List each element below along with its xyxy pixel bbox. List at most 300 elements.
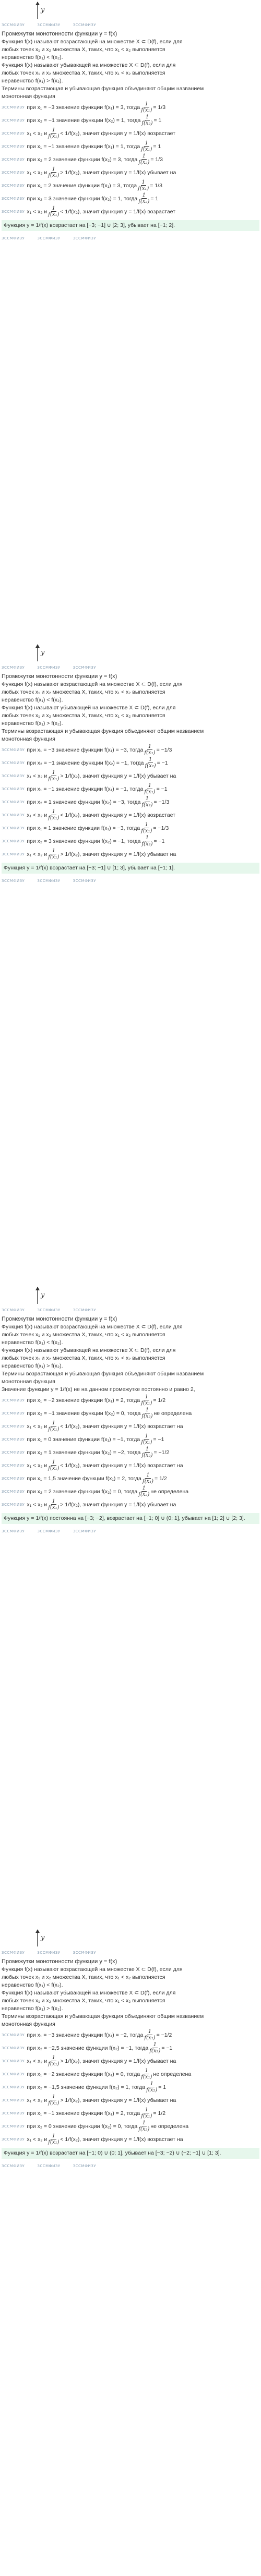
row-text: при x₂ = −1 значение функции f(x₂) = 1, тогда [27, 117, 141, 124]
computation-row [2, 153, 259, 166]
fraction [144, 783, 155, 795]
fraction [146, 2081, 157, 2093]
y-axis-graph [2, 1930, 259, 1948]
fraction-denominator: f(x₁) [48, 854, 60, 860]
fraction [48, 166, 59, 178]
row-text: при x₁ = 2 значение функции f(x₁) = 3, тогда [27, 182, 137, 189]
fraction-denominator: f(x₁) [48, 815, 60, 821]
computation-row [2, 2081, 259, 2094]
watermark: ЗССМФИЗУ [2, 852, 25, 856]
fraction-denominator: f(x₁) [144, 789, 156, 795]
fraction [48, 2133, 59, 2145]
definition-line: Функция f(x) называют убывающей на множестве X ⊂ D(f), если для [2, 1347, 176, 1353]
watermark: ЗССМФИЗУ [2, 1308, 25, 1312]
row-text: при x₂ = 2 значение функции f(x₂) = 3, тогда [27, 156, 138, 163]
fraction-denominator: f(x₁) [48, 173, 60, 178]
fraction-numerator: 1 [142, 192, 146, 198]
fraction-denominator: f(x₂) [138, 160, 150, 165]
fraction-denominator: f(x₂) [141, 802, 153, 808]
computation-rows [2, 1394, 259, 1511]
fraction-numerator: 1 [145, 835, 149, 841]
watermark: ЗССМФИЗУ [2, 1398, 25, 1402]
fraction-numerator: 1 [52, 1420, 55, 1426]
computation-row [2, 2107, 259, 2120]
row-text: = −1/3 [153, 825, 169, 831]
watermark: ЗССМФИЗУ [2, 1424, 25, 1429]
computation-row [2, 2120, 259, 2133]
definition-line: Термины возрастающая и убывающая функция объединяют общим названием [2, 2013, 204, 2019]
fraction-numerator: 1 [52, 1459, 55, 1465]
fraction-numerator: 1 [52, 166, 55, 172]
watermark: ЗССМФИЗУ [2, 105, 25, 110]
fraction [141, 796, 152, 808]
computation-row [2, 848, 259, 861]
row-text: > 1/f(x₂), значит функция y = 1/f(x) убывает на [60, 772, 176, 779]
watermark: ЗССМФИЗУ [2, 800, 25, 804]
section-heading: Промежутки монотонности функции y = f(x) [2, 31, 117, 37]
y-axis-graph [2, 2, 259, 20]
fraction-denominator: f(x₁) [141, 1440, 152, 1445]
computation-rows [2, 101, 259, 218]
fraction-denominator: f(x₂) [146, 2087, 158, 2093]
definition-line: Функция f(x) называют возрастающей на множестве X ⊂ D(f), если для [2, 1966, 183, 1973]
fraction-numerator: 1 [52, 127, 55, 133]
fraction-numerator: 1 [145, 140, 149, 146]
fraction-denominator: f(x₁) [142, 1479, 154, 1484]
definition-line: любых точек x₁ и x₂ множества X, таких, что x₁ < x₂ выполняется [2, 70, 165, 76]
fraction [141, 2107, 152, 2119]
row-text: не определена [150, 1488, 189, 1495]
computation-row [2, 769, 259, 782]
fraction [48, 1459, 59, 1471]
fraction-numerator: 1 [52, 1498, 55, 1504]
y-axis-graph [2, 1287, 259, 1305]
row-text: при x₂ = 2 значение функции f(x₂) = 0, тогда [27, 1488, 138, 1495]
fraction-denominator: f(x₁) [48, 212, 60, 217]
row-text: x₁ < x₂ и [27, 1423, 48, 1430]
row-text: при x₁ = −2 значение функции f(x₁) = 0, тогда [27, 2071, 140, 2077]
computation-row [2, 1459, 259, 1472]
definition-line: Функция f(x) называют убывающей на множестве X ⊂ D(f), если для [2, 705, 176, 711]
row-text: при x₁ = −3 значение функции f(x₁) = −2, тогда [27, 2031, 144, 2038]
fraction [48, 1498, 59, 1510]
watermark: ЗССМФИЗУ [2, 144, 25, 149]
watermark: ЗССМФИЗУ [2, 2072, 25, 2076]
fraction [138, 2120, 149, 2132]
computation-row [2, 101, 259, 114]
row-text: = −1 [156, 785, 168, 792]
fraction-denominator: f(x₂) [138, 2126, 150, 2132]
row-text: = 1 [153, 143, 161, 150]
watermark: ЗССМФИЗУ [2, 170, 25, 175]
definition-line: неравенство f(x₁) > f(x₂). [2, 720, 63, 727]
y-axis-arrow-icon [37, 1287, 38, 1304]
watermark: ЗССМФИЗУ [37, 236, 61, 240]
definition-line: неравенство f(x₁) < f(x₂). [2, 54, 63, 61]
definition-line: любых точек x₁ и x₂ множества X, таких, что x₁ < x₂ выполняется [2, 1332, 165, 1338]
watermark: ЗССМФИЗУ [73, 236, 96, 240]
y-axis-arrow-icon [37, 1930, 38, 1946]
definition-line: любых точек x₁ и x₂ множества X, таких, что x₁ < x₂ выполняется [2, 1998, 165, 2004]
fraction-denominator: f(x₁) [144, 2035, 156, 2041]
fraction-numerator: 1 [148, 757, 152, 763]
computation-rows [2, 743, 259, 861]
fraction [141, 101, 152, 113]
fraction-numerator: 1 [146, 1472, 150, 1478]
computation-row [2, 1446, 259, 1459]
computation-row [2, 140, 259, 153]
fraction-denominator: f(x₁) [48, 2139, 60, 2145]
row-text: = 1 [153, 117, 162, 124]
row-text: > 1/f(x₂), значит функция y = 1/f(x) убывает на [60, 851, 176, 857]
definition-line: Значение функции y = 1/f(x) не на данном промежутке постоянно и равно 2, [2, 1386, 195, 1393]
fraction-numerator: 1 [148, 783, 152, 789]
row-text: = −1 [161, 2045, 173, 2051]
fraction-denominator: f(x₁) [141, 107, 152, 113]
watermark: ЗССМФИЗУ [2, 1450, 25, 1455]
row-text: при x₂ = 0 значение функции f(x₂) = 0, тогда [27, 2123, 138, 2130]
row-text: x₁ < x₂ и [27, 1501, 48, 1508]
row-text: при x₁ = −1 значение функции f(x₁) = 2, тогда [27, 2110, 140, 2117]
fraction [141, 822, 152, 834]
definition-line: Функция f(x) называют возрастающей на множестве X ⊂ D(f), если для [2, 681, 183, 687]
row-text: x₁ < x₂ и [27, 851, 48, 857]
watermark: ЗССМФИЗУ [37, 2164, 61, 2168]
fraction-denominator: f(x₂) [141, 1413, 153, 1419]
row-text: при x₂ = −1 значение функции f(x₂) = −1, тогда [27, 759, 144, 766]
computation-row [2, 756, 259, 769]
watermark: ЗССМФИЗУ [2, 839, 25, 843]
fraction-numerator: 1 [145, 2107, 149, 2113]
fraction [48, 770, 59, 782]
watermark-row [2, 1948, 259, 1957]
computation-row [2, 1407, 259, 1420]
fraction-denominator: f(x₁) [48, 2100, 60, 2106]
fraction-denominator: f(x₁) [141, 2074, 152, 2080]
definition-line: монотонная функция [2, 1378, 55, 1385]
row-text: при x₂ = 3 значение функции f(x₂) = −1, тогда [27, 838, 141, 844]
row-text: = 1/3 [153, 104, 166, 111]
watermark-row [2, 20, 259, 30]
row-text: = −1/3 [156, 746, 172, 753]
row-text: при x₂ = −2,5 значение функции f(x₂) = −1, тогда [27, 2045, 149, 2051]
watermark: ЗССМФИЗУ [37, 666, 61, 670]
row-text: x₁ < x₂ и [27, 2097, 48, 2103]
definition-line: монотонная функция [2, 736, 55, 742]
row-text: = 1 [158, 2084, 167, 2090]
fraction-numerator: 1 [141, 179, 145, 185]
row-text: = −1/2 [156, 2031, 172, 2038]
computation-row [2, 782, 259, 795]
computation-row [2, 205, 259, 218]
row-text: = 1/2 [153, 2110, 166, 2117]
computation-rows [2, 2028, 259, 2146]
computation-row [2, 2094, 259, 2107]
computation-row [2, 743, 259, 756]
row-text: при x₁ = 0 значение функции f(x₁) = −1, тогда [27, 1436, 140, 1443]
row-text: при x₁ = −2 значение функции f(x₁) = 2, тогда [27, 1397, 140, 1404]
definition-line: Термины возрастающая и убывающая функция объединяют общим названием [2, 86, 204, 92]
row-text: не определена [153, 1410, 192, 1417]
watermark: ЗССМФИЗУ [2, 879, 25, 883]
watermark: ЗССМФИЗУ [2, 2098, 25, 2102]
watermark-row [2, 2161, 259, 2171]
watermark: ЗССМФИЗУ [37, 879, 61, 883]
fraction-numerator: 1 [145, 822, 149, 828]
computation-row [2, 1433, 259, 1446]
watermark: ЗССМФИЗУ [2, 157, 25, 162]
watermark: ЗССМФИЗУ [2, 1529, 25, 1533]
watermark: ЗССМФИЗУ [2, 236, 25, 240]
fraction [144, 744, 155, 756]
computation-row [2, 1498, 259, 1511]
fraction [149, 2042, 160, 2054]
fraction-denominator: f(x₁) [48, 2061, 60, 2067]
fraction-denominator: f(x₁) [48, 776, 60, 782]
row-text: x₁ < x₂ и [27, 130, 48, 137]
definition-line: любых точек x₁ и x₂ множества X, таких, что x₁ < x₂ выполняется [2, 1974, 165, 1980]
row-text: = −1 [153, 1436, 164, 1443]
watermark: ЗССМФИЗУ [37, 23, 61, 27]
row-text: при x₁ = −3 значение функции f(x₁) = −3, тогда [27, 746, 144, 753]
fraction-denominator: f(x₂) [141, 120, 153, 126]
watermark: ЗССМФИЗУ [73, 1951, 96, 1955]
row-text: < 1/f(x₂), значит функция y = 1/f(x) возрастает [60, 130, 175, 137]
row-text: при x₁ = 1,5 значение функции f(x₁) = 2, тогда [27, 1475, 141, 1482]
watermark: ЗССМФИЗУ [2, 1437, 25, 1442]
computation-row [2, 2133, 259, 2146]
row-text: x₁ < x₂ и [27, 812, 48, 818]
fraction-numerator: 1 [52, 770, 55, 776]
fraction [141, 1394, 152, 1406]
definition-line: любых точек x₁ и x₂ множества X, таких, что x₁ < x₂ выполняется [2, 46, 165, 53]
row-text: не определена [150, 2123, 189, 2130]
definition-line: неравенство f(x₁) < f(x₂). [2, 1982, 63, 1988]
fraction-numerator: 1 [142, 1485, 146, 1491]
watermark: ЗССМФИЗУ [37, 1308, 61, 1312]
row-text: x₁ < x₂ и [27, 1462, 48, 1469]
row-text: = −1/3 [153, 799, 170, 805]
fraction-numerator: 1 [148, 2029, 152, 2035]
watermark: ЗССМФИЗУ [2, 2137, 25, 2142]
watermark: ЗССМФИЗУ [2, 747, 25, 752]
watermark-row [2, 1526, 259, 1536]
fraction [48, 2094, 59, 2106]
definition-line: любых точек x₁ и x₂ множества X, таких, что x₁ < x₂ выполняется [2, 712, 165, 719]
fraction [48, 127, 59, 139]
computation-row [2, 2067, 259, 2081]
y-axis-arrow-icon [37, 2, 38, 19]
watermark: ЗССМФИЗУ [2, 2124, 25, 2128]
fraction [138, 1485, 149, 1497]
row-text: при x₁ = 1 значение функции f(x₁) = −3, тогда [27, 825, 140, 831]
computation-row [2, 1472, 259, 1485]
fraction-numerator: 1 [145, 1433, 149, 1439]
fraction [138, 179, 149, 191]
fraction-denominator: f(x₂) [138, 1492, 150, 1497]
computation-row [2, 179, 259, 192]
watermark: ЗССМФИЗУ [2, 2085, 25, 2089]
fraction-numerator: 1 [52, 2133, 55, 2139]
watermark: ЗССМФИЗУ [2, 196, 25, 201]
row-text: при x₁ = −1 значение функции f(x₁) = 1, тогда [27, 143, 140, 150]
watermark: ЗССМФИЗУ [2, 2059, 25, 2063]
watermark: ЗССМФИЗУ [2, 209, 25, 214]
row-text: = −1/2 [153, 1449, 170, 1456]
fraction-numerator: 1 [52, 205, 55, 211]
definition-line: Термины возрастающая и убывающая функция объединяют общим названием [2, 1371, 204, 1377]
fraction-numerator: 1 [145, 2068, 149, 2074]
computation-row [2, 1394, 259, 1407]
result-box: Функция y = 1/f(x) возрастает на [−1; 0) ∪ (0; 1], убывает на [−3; −2) ∪ (−2; −1] ∪ [1; 3]. [2, 2148, 259, 2159]
fraction-numerator: 1 [153, 2042, 157, 2048]
watermark: ЗССМФИЗУ [2, 787, 25, 791]
watermark: ЗССМФИЗУ [73, 2164, 96, 2168]
fraction-numerator: 1 [145, 1407, 149, 1413]
y-axis-label: y [41, 649, 45, 657]
fraction-denominator: f(x₁) [48, 1426, 60, 1432]
computation-row [2, 1420, 259, 1433]
watermark: ЗССМФИЗУ [2, 23, 25, 27]
fraction [143, 1472, 153, 1484]
y-axis-graph [2, 645, 259, 662]
fraction [48, 1420, 59, 1432]
watermark: ЗССМФИЗУ [73, 23, 96, 27]
fraction-numerator: 1 [145, 1446, 149, 1452]
fraction-denominator: f(x₁) [48, 134, 60, 139]
watermark: ЗССМФИЗУ [73, 666, 96, 670]
row-text: = 1/3 [150, 156, 163, 163]
definition-line: неравенство f(x₁) < f(x₂). [2, 1339, 63, 1346]
definition-line: Функция f(x) называют возрастающей на множестве X ⊂ D(f), если для [2, 39, 183, 45]
fraction [141, 1433, 152, 1445]
computation-row [2, 821, 259, 835]
fraction-numerator: 1 [145, 796, 149, 802]
fraction-numerator: 1 [52, 848, 55, 854]
watermark: ЗССМФИЗУ [2, 183, 25, 188]
fraction-denominator: f(x₁) [138, 186, 149, 191]
section [2, 643, 259, 1285]
section [2, 1285, 259, 1928]
fraction-denominator: f(x₂) [149, 2048, 161, 2054]
fraction-numerator: 1 [148, 744, 152, 749]
fraction [141, 140, 152, 152]
definition-line: Термины возрастающая и убывающая функция объединяют общим названием [2, 728, 204, 734]
row-text: при x₂ = −1 значение функции f(x₂) = 0, тогда [27, 1410, 141, 1417]
watermark-row [2, 876, 259, 886]
fraction-denominator: f(x₂) [141, 841, 153, 847]
fraction [138, 192, 149, 204]
fraction-numerator: 1 [142, 2120, 146, 2126]
row-text: > 1/f(x₂), значит функция y = 1/f(x) убывает на [60, 2058, 176, 2064]
fraction-numerator: 1 [52, 2055, 55, 2061]
fraction-denominator: f(x₂) [138, 199, 150, 204]
section [2, 0, 259, 643]
watermark: ЗССМФИЗУ [37, 1951, 61, 1955]
row-text: = −1 [153, 838, 165, 844]
computation-row [2, 835, 259, 848]
fraction [48, 809, 59, 821]
fraction-numerator: 1 [142, 153, 146, 159]
fraction-numerator: 1 [52, 2094, 55, 2100]
fraction [48, 205, 59, 217]
fraction [48, 2055, 59, 2067]
computation-row [2, 114, 259, 127]
fraction-denominator: f(x₁) [141, 2113, 152, 2119]
watermark: ЗССМФИЗУ [2, 1411, 25, 1416]
row-text: = 1/3 [150, 182, 162, 189]
row-text: > 1/f(x₂), значит функция y = 1/f(x) убывает на [60, 1501, 176, 1508]
watermark: ЗССМФИЗУ [2, 2046, 25, 2050]
fraction [138, 153, 149, 165]
row-text: при x₂ = −1,5 значение функции f(x₂) = 1, тогда [27, 2084, 146, 2090]
definition-line: монотонная функция [2, 2021, 55, 2027]
computation-row [2, 1485, 259, 1498]
row-text: при x₂ = 1 значение функции f(x₂) = −2, тогда [27, 1449, 141, 1456]
row-text: = 1/2 [155, 1475, 167, 1482]
row-text: x₁ < x₂ и [27, 772, 48, 779]
fraction [141, 1407, 152, 1419]
fraction-denominator: f(x₁) [144, 750, 156, 756]
fraction-numerator: 1 [145, 1394, 149, 1400]
result-box: Функция y = 1/f(x) возрастает на [−3; −1] ∪ [2; 3], убывает на [−1; 2]. [2, 220, 259, 231]
watermark: ЗССМФИЗУ [2, 826, 25, 830]
fraction [48, 848, 59, 860]
watermark: ЗССМФИЗУ [2, 118, 25, 123]
fraction [141, 835, 152, 847]
row-text: при x₂ = 3 значение функции f(x₂) = 1, тогда [27, 195, 138, 202]
computation-row [2, 2028, 259, 2041]
section-heading: Промежутки монотонности функции y = f(x) [2, 1958, 117, 1965]
definition-line: неравенство f(x₁) > f(x₂). [2, 2005, 63, 2012]
y-axis-arrow-icon [37, 645, 38, 661]
row-text: < 1/f(x₂), значит функция y = 1/f(x) возрастает на [60, 1423, 183, 1430]
row-text: x₁ < x₂ и [27, 208, 48, 215]
fraction [144, 2029, 155, 2041]
watermark-row [2, 233, 259, 243]
definition-line: любых точек x₁ и x₂ множества X, таких, что x₁ < x₂ выполняется [2, 689, 165, 695]
row-text: x₁ < x₂ и [27, 169, 48, 176]
watermark: ЗССМФИЗУ [2, 131, 25, 136]
watermark-row [2, 1305, 259, 1315]
row-text: = −1 [157, 759, 168, 766]
watermark: ЗССМФИЗУ [2, 1951, 25, 1955]
watermark: ЗССМФИЗУ [37, 1529, 61, 1533]
computation-row [2, 166, 259, 179]
watermark-row [2, 662, 259, 672]
watermark: ЗССМФИЗУ [73, 879, 96, 883]
y-axis-label: y [41, 1934, 45, 1942]
row-text: при x₁ = −1 значение функции f(x₁) = −1, тогда [27, 785, 144, 792]
watermark: ЗССМФИЗУ [2, 813, 25, 817]
fraction-numerator: 1 [145, 101, 149, 107]
fraction [145, 757, 156, 769]
row-text: x₁ < x₂ и [27, 2058, 48, 2064]
result-box: Функция y = 1/f(x) постоянна на [−3; −2], возрастает на [−1; 0] ∪ (0; 1], убывает на [1; 2] ∪ [2; 3]. [2, 1513, 259, 1524]
definition-line: неравенство f(x₁) > f(x₂). [2, 1363, 63, 1369]
result-box: Функция y = 1/f(x) возрастает на [−3; −1] ∪ [1; 3], убывает на [−1; 1]. [2, 863, 259, 874]
fraction-denominator: f(x₁) [141, 147, 152, 152]
y-axis-label: y [41, 6, 45, 14]
computation-row [2, 795, 259, 808]
section-heading: Промежутки монотонности функции y = f(x) [2, 1316, 117, 1322]
row-text: при x₂ = 1 значение функции f(x₂) = −3, тогда [27, 799, 141, 805]
watermark: ЗССМФИЗУ [2, 1502, 25, 1507]
fraction-denominator: f(x₂) [141, 1453, 153, 1458]
computation-row [2, 127, 259, 140]
fraction-numerator: 1 [145, 114, 149, 120]
definition-line: Функция f(x) называют убывающей на множестве X ⊂ D(f), если для [2, 62, 176, 68]
